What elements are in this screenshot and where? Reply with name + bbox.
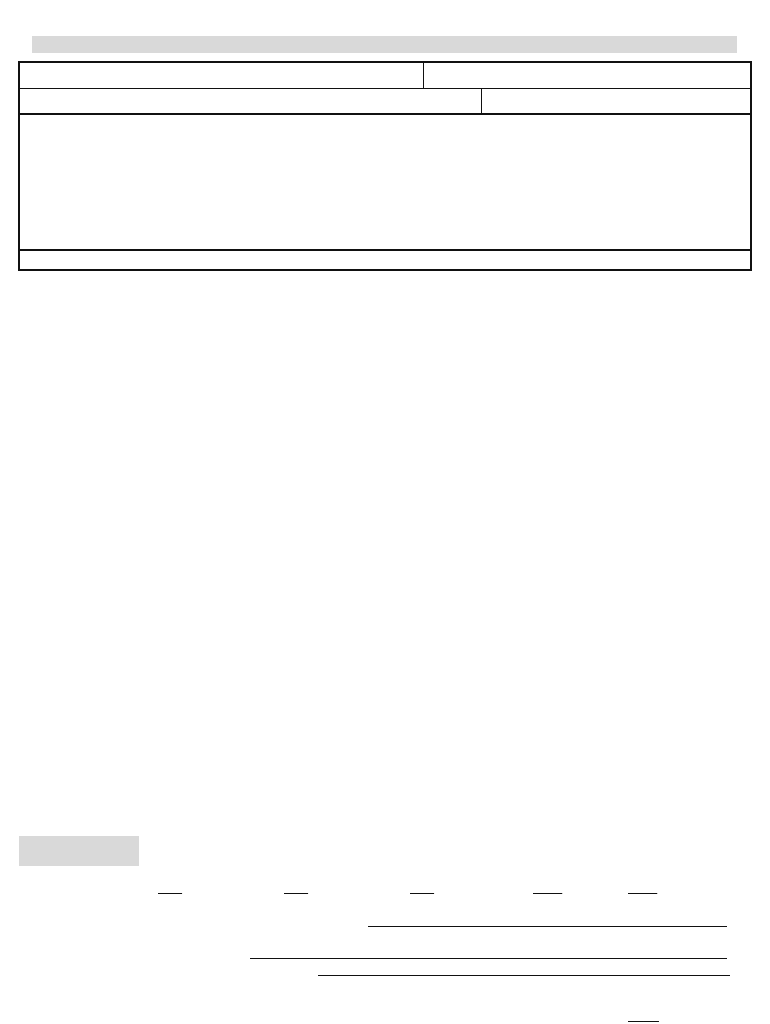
- dsw-signature-line[interactable]: [250, 958, 727, 959]
- daily-total-cell-bg: [19, 836, 139, 866]
- weekly-pas-3: [410, 883, 434, 894]
- weekly-pas-am: [533, 883, 562, 894]
- page-counter: [628, 1011, 659, 1022]
- blank-line[interactable]: [284, 886, 308, 894]
- page-total-blank[interactable]: [643, 1014, 658, 1022]
- page-number-blank[interactable]: [628, 1014, 643, 1022]
- weekly-pas-1: [158, 883, 182, 894]
- weekly-pas-2: [284, 883, 308, 894]
- recipient-signature-line[interactable]: [368, 926, 727, 927]
- blank-line[interactable]: [533, 886, 562, 894]
- weekly-pas-pm: [628, 883, 657, 894]
- blank-line[interactable]: [628, 886, 657, 894]
- blank-line[interactable]: [158, 886, 182, 894]
- supervisor-signature-line[interactable]: [318, 975, 730, 976]
- blank-line[interactable]: [410, 886, 434, 894]
